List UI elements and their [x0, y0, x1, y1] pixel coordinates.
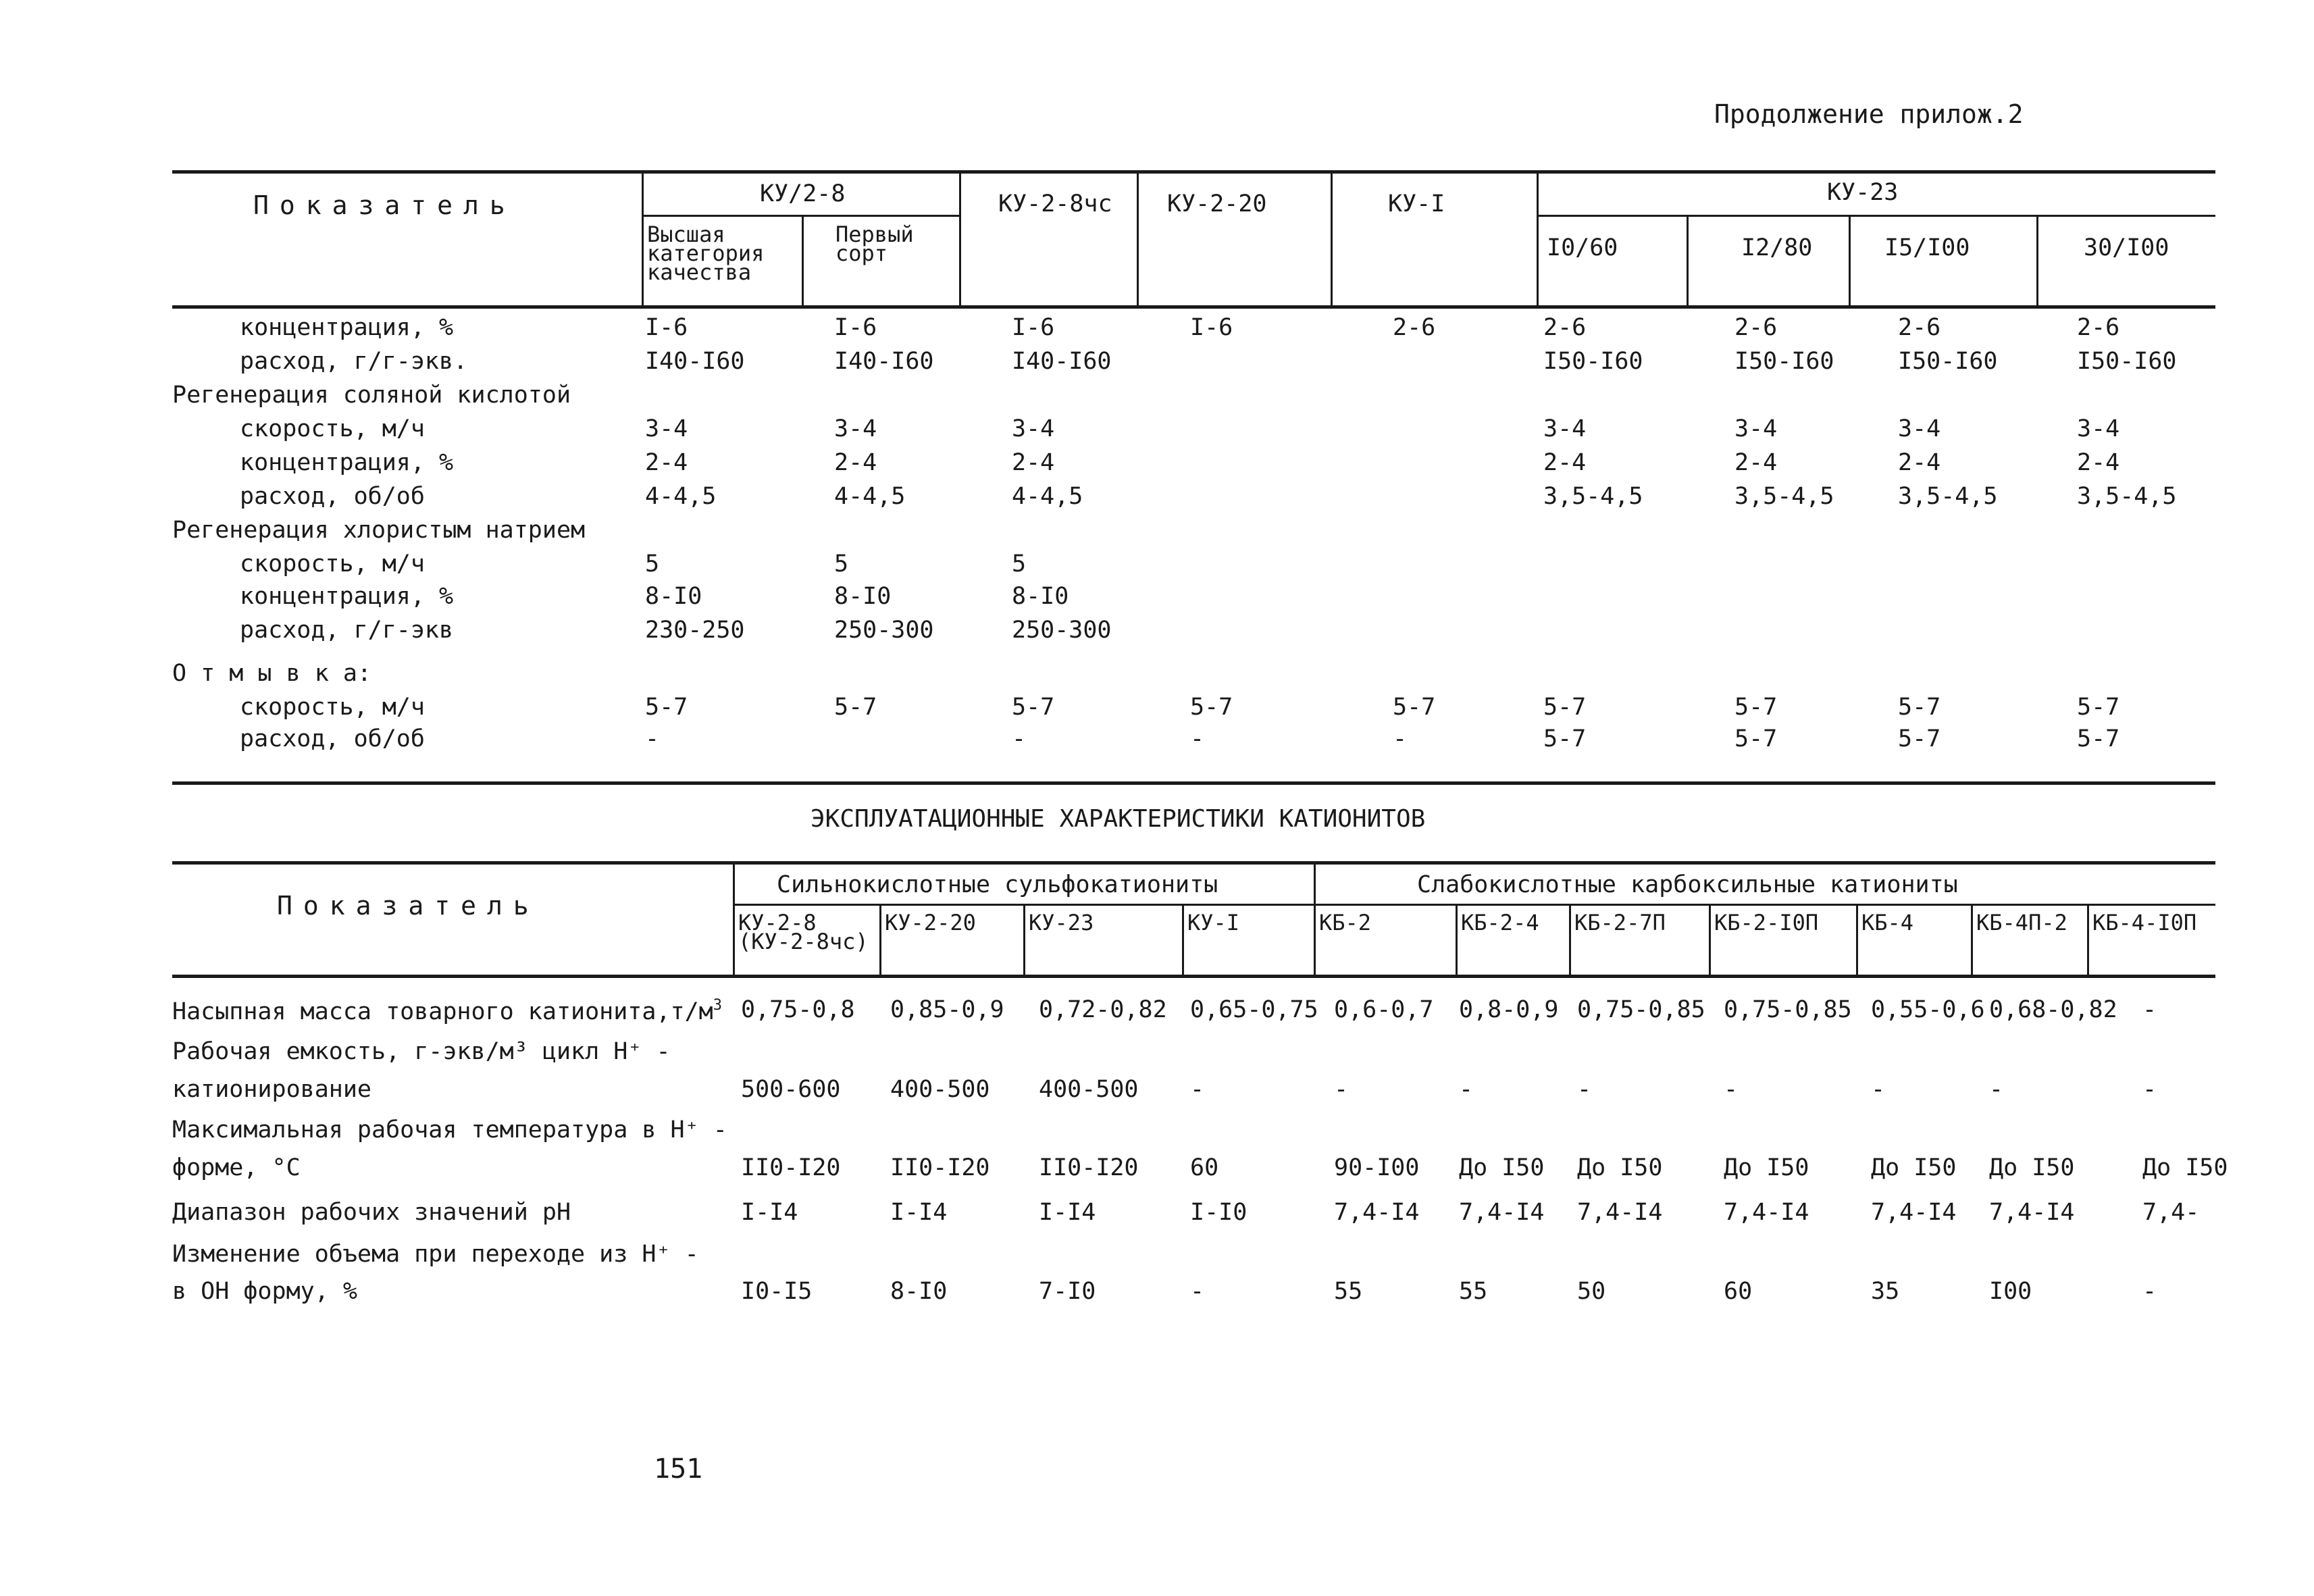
table1-vline	[642, 170, 644, 307]
table-cell: 0,72-0,82	[1039, 996, 1167, 1023]
col-header-ku1: КУ-I	[1388, 190, 1445, 217]
table-cell: До I50	[1459, 1154, 1545, 1181]
table-cell: -	[1393, 725, 1408, 752]
table-cell: 2-4	[1012, 449, 1055, 476]
table1-vline	[1537, 170, 1539, 307]
table-cell: До I50	[1724, 1154, 1809, 1181]
row-label: Максимальная рабочая температура в Н⁺ -	[172, 1116, 727, 1143]
row-label: расход, г/г-экв.	[240, 348, 468, 375]
table-cell: I-6	[645, 314, 688, 341]
table1-sub-rule-ku23	[1537, 215, 2215, 217]
table-cell: 5-7	[1898, 725, 1941, 752]
table-cell: 5-7	[2077, 694, 2120, 721]
table2-vline	[1971, 904, 1973, 976]
table-cell: 5	[834, 550, 849, 577]
group-weak-acid: Слабокислотные карбоксильные катиониты	[1417, 871, 1958, 898]
table-cell: I40-I60	[834, 348, 934, 375]
table-cell: 7-I0	[1039, 1278, 1096, 1305]
table-cell: -	[2142, 1278, 2157, 1305]
table2-vline	[1314, 861, 1316, 976]
col-header: КБ-4П-2	[1976, 910, 2067, 935]
table-cell: 250-300	[1012, 617, 1112, 644]
table-cell: 0,68-0,82	[1989, 996, 2117, 1023]
col-header: КБ-2	[1319, 910, 1372, 935]
table1-sub-rule-ku28	[642, 215, 959, 217]
table-cell: 5-7	[1393, 694, 1436, 721]
table-cell: 3-4	[1543, 415, 1587, 442]
table-cell: 35	[1871, 1278, 1900, 1305]
table-cell: 2-6	[1734, 314, 1778, 341]
table1-vline	[1331, 170, 1333, 307]
table2-sub-rule	[733, 904, 2215, 906]
table-cell: 7,4-I4	[1459, 1199, 1545, 1226]
row-label-cont: форме, °С	[172, 1154, 301, 1181]
col-header: КБ-4	[1861, 910, 1914, 935]
table-cell: I0-I5	[741, 1278, 813, 1305]
table-cell: I-I4	[741, 1199, 798, 1226]
table1-header-label: Показатель	[253, 190, 516, 220]
table-cell: 3,5-4,5	[1898, 483, 1998, 510]
table-cell: 2-4	[2077, 449, 2120, 476]
col-header-ku28chs: КУ-2-8чс	[998, 190, 1112, 217]
table-cell: 5-7	[1190, 694, 1233, 721]
table1-vline	[2036, 215, 2038, 307]
col-header: КУ-2-20	[885, 910, 976, 935]
table2-vline	[1856, 904, 1858, 976]
table-cell: 3,5-4,5	[2077, 483, 2177, 510]
table-cell: -	[1871, 1076, 1886, 1103]
table-cell: -	[1334, 1076, 1349, 1103]
table-cell: 500-600	[741, 1076, 841, 1103]
row-label-cont: катионирование	[172, 1076, 372, 1103]
col-header: КУ-2-8 (КУ-2-8чс)	[738, 910, 869, 954]
col-header-ku28: КУ/2-8	[760, 180, 846, 207]
table-cell: I40-I60	[1012, 348, 1112, 375]
table-cell: -	[1012, 725, 1027, 752]
row-label: концентрация, %	[240, 583, 454, 610]
table-cell: 4-4,5	[645, 483, 717, 510]
row-label: Изменение объема при переходе из Н⁺ -	[172, 1241, 699, 1268]
table-cell: 5-7	[2077, 725, 2120, 752]
table-cell: 50	[1577, 1278, 1606, 1305]
table1-bottom-rule	[172, 781, 2215, 785]
col-header: КУ-I	[1187, 910, 1240, 935]
col-header-ku220: КУ-2-20	[1167, 190, 1267, 217]
table-cell: 8-I0	[890, 1278, 948, 1305]
table1-vline	[1137, 170, 1139, 307]
table-cell: I-6	[834, 314, 877, 341]
table-cell: 3-4	[834, 415, 877, 442]
table2-vline	[1709, 904, 1711, 976]
col-header: КУ-23	[1029, 910, 1094, 935]
table-cell: 3-4	[1012, 415, 1055, 442]
table-cell: 250-300	[834, 617, 934, 644]
row-label: Диапазон рабочих значений рН	[172, 1199, 571, 1226]
table-cell: 0,75-0,85	[1577, 996, 1705, 1023]
table-cell: 60	[1190, 1154, 1219, 1181]
table-cell: 400-500	[890, 1076, 990, 1103]
table-cell: 0,75-0,8	[741, 996, 855, 1023]
table-cell: 5	[645, 550, 660, 577]
table2-vline	[1456, 904, 1458, 976]
table-cell: До I50	[1871, 1154, 1957, 1181]
row-label: О т м ы в к а:	[172, 660, 372, 687]
col-header: КБ-2-I0П	[1714, 910, 1819, 935]
table-cell: 60	[1724, 1278, 1753, 1305]
col-header-ku23: КУ-23	[1827, 179, 1899, 206]
row-label: концентрация, %	[240, 449, 454, 476]
table-cell: -	[1190, 1076, 1205, 1103]
table-cell: 3-4	[1734, 415, 1778, 442]
table2-top-rule	[172, 861, 2215, 865]
table-cell: 0,6-0,7	[1334, 996, 1434, 1023]
row-label-cont: в ОН форму, %	[172, 1278, 357, 1305]
table2-vline	[1182, 904, 1184, 976]
table-cell: 7,4-I4	[1577, 1199, 1663, 1226]
table-cell: 5-7	[645, 694, 688, 721]
table-cell: 5-7	[1543, 694, 1587, 721]
row-label: расход, об/об	[240, 483, 425, 510]
table-cell: -	[645, 725, 660, 752]
table-cell: 55	[1334, 1278, 1363, 1305]
table-cell: -	[1577, 1076, 1592, 1103]
row-label: расход, г/г-экв	[240, 617, 454, 644]
table-cell: 2-4	[645, 449, 688, 476]
table-cell: -	[1459, 1076, 1474, 1103]
table-cell: 2-4	[1543, 449, 1587, 476]
table-cell: 5-7	[1734, 725, 1778, 752]
table-cell: I40-I60	[645, 348, 745, 375]
table-cell: 0,85-0,9	[890, 996, 1004, 1023]
continuation-note: Продолжение прилож.2	[1714, 99, 2024, 129]
col-header-ku23-d: 30/I00	[2084, 234, 2169, 261]
table-cell: 0,55-0,6	[1871, 996, 1985, 1023]
row-label: расход, об/об	[240, 725, 425, 752]
col-header-ku28-first: Первый сорт	[835, 222, 914, 266]
col-header-ku28-high: Высшая категория качества	[647, 222, 765, 285]
table-cell: 5-7	[1012, 694, 1055, 721]
table-cell: 2-6	[1393, 314, 1436, 341]
table-cell: 4-4,5	[1012, 483, 1083, 510]
table1-vline	[802, 215, 804, 307]
table-cell: 0,75-0,85	[1724, 996, 1852, 1023]
table2-vline	[1023, 904, 1025, 976]
table-cell: -	[2142, 1076, 2157, 1103]
row-label: Регенерация соляной кислотой	[172, 382, 571, 409]
table-cell: I50-I60	[1734, 348, 1834, 375]
table-cell: -	[1989, 1076, 2004, 1103]
row-label: Рабочая емкость, г-экв/м³ цикл Н⁺ -	[172, 1038, 671, 1065]
table-cell: 3-4	[1898, 415, 1941, 442]
table-cell: -	[1190, 1278, 1205, 1305]
row-label: Насыпная масса товарного $катионита,т/м^3$	[172, 997, 722, 1025]
col-header: КБ-2-7П	[1574, 910, 1666, 935]
table-cell: 2-6	[1898, 314, 1941, 341]
table-cell: 8-I0	[1012, 583, 1069, 610]
table-cell: 7,4-I4	[1989, 1199, 2075, 1226]
table-cell: 7,4-I4	[1724, 1199, 1809, 1226]
table2-vline	[2087, 904, 2089, 976]
table-cell: I-6	[1190, 314, 1233, 341]
table-cell: 7,4-	[2142, 1199, 2200, 1226]
table-cell: I50-I60	[2077, 348, 2177, 375]
table-cell: 0,8-0,9	[1459, 996, 1559, 1023]
table2-header-label: Показатель	[277, 891, 540, 921]
table-cell: 5-7	[1543, 725, 1587, 752]
table-cell: 230-250	[645, 617, 745, 644]
superscript: 3	[713, 997, 722, 1014]
table-cell: 3-4	[2077, 415, 2120, 442]
table-cell: -	[1724, 1076, 1739, 1103]
table-cell: 2-6	[2077, 314, 2120, 341]
table1-vline	[959, 170, 961, 307]
table-cell: I-I4	[890, 1199, 948, 1226]
table-cell: 5-7	[834, 694, 877, 721]
group-strong-acid: Сильнокислотные сульфокатиониты	[777, 871, 1218, 898]
table-cell: II0-I20	[890, 1154, 990, 1181]
table2-header-bottom-rule	[172, 975, 2215, 978]
table-cell: 8-I0	[834, 583, 892, 610]
table-cell: 5	[1012, 550, 1027, 577]
table-cell: 3-4	[645, 415, 688, 442]
table-cell: 400-500	[1039, 1076, 1139, 1103]
col-header-ku23-a: I0/60	[1547, 234, 1618, 261]
table-cell: 0,65-0,75	[1190, 996, 1318, 1023]
row-label: концентрация, %	[240, 314, 454, 341]
table-cell: 2-4	[834, 449, 877, 476]
table-cell: I-6	[1012, 314, 1055, 341]
table-cell: 4-4,5	[834, 483, 906, 510]
table-cell: 7,4-I4	[1871, 1199, 1957, 1226]
table-cell: 90-I00	[1334, 1154, 1420, 1181]
table-cell: I-I0	[1190, 1199, 1248, 1226]
table-cell: II0-I20	[1039, 1154, 1139, 1181]
table-cell: До I50	[2142, 1154, 2228, 1181]
table-cell: 2-4	[1734, 449, 1778, 476]
table-cell: -	[2142, 996, 2157, 1023]
table-cell: 5-7	[1898, 694, 1941, 721]
table-cell: 5-7	[1734, 694, 1778, 721]
table-cell: I00	[1989, 1278, 2032, 1305]
table1-header-bottom-rule	[172, 305, 2215, 309]
table-cell: 7,4-I4	[1334, 1199, 1420, 1226]
table-cell: I50-I60	[1898, 348, 1998, 375]
table2-vline	[733, 861, 735, 976]
table-cell: 8-I0	[645, 583, 702, 610]
col-header-ku23-b: I2/80	[1741, 234, 1813, 261]
table2-vline	[1569, 904, 1571, 976]
col-header: КБ-4-I0П	[2092, 910, 2197, 935]
row-label: скорость, м/ч	[240, 694, 425, 721]
table-cell: До I50	[1989, 1154, 2075, 1181]
table-cell: I-I4	[1039, 1199, 1096, 1226]
col-header: КБ-2-4	[1461, 910, 1539, 935]
table1-top-rule	[172, 170, 2215, 174]
table-cell: 3,5-4,5	[1543, 483, 1643, 510]
table-cell: 2-4	[1898, 449, 1941, 476]
table-cell: II0-I20	[741, 1154, 841, 1181]
table1-vline	[1849, 215, 1851, 307]
table2-vline	[879, 904, 881, 976]
table-cell: 3,5-4,5	[1734, 483, 1834, 510]
col-header-ku23-c: I5/I00	[1884, 234, 1970, 261]
row-label: скорость, м/ч	[240, 415, 425, 442]
table-cell: 2-6	[1543, 314, 1587, 341]
table-cell: До I50	[1577, 1154, 1663, 1181]
table-cell: 55	[1459, 1278, 1488, 1305]
table-cell: -	[1190, 725, 1205, 752]
page-number: 151	[654, 1453, 703, 1485]
table-cell: I50-I60	[1543, 348, 1643, 375]
section-title: ЭКСПЛУАТАЦИОННЫЕ ХАРАКТЕРИСТИКИ КАТИОНИТОВ	[811, 805, 1426, 833]
table1-vline	[1687, 215, 1689, 307]
row-label: Регенерация хлористым натрием	[172, 517, 586, 544]
row-label: скорость, м/ч	[240, 550, 425, 577]
